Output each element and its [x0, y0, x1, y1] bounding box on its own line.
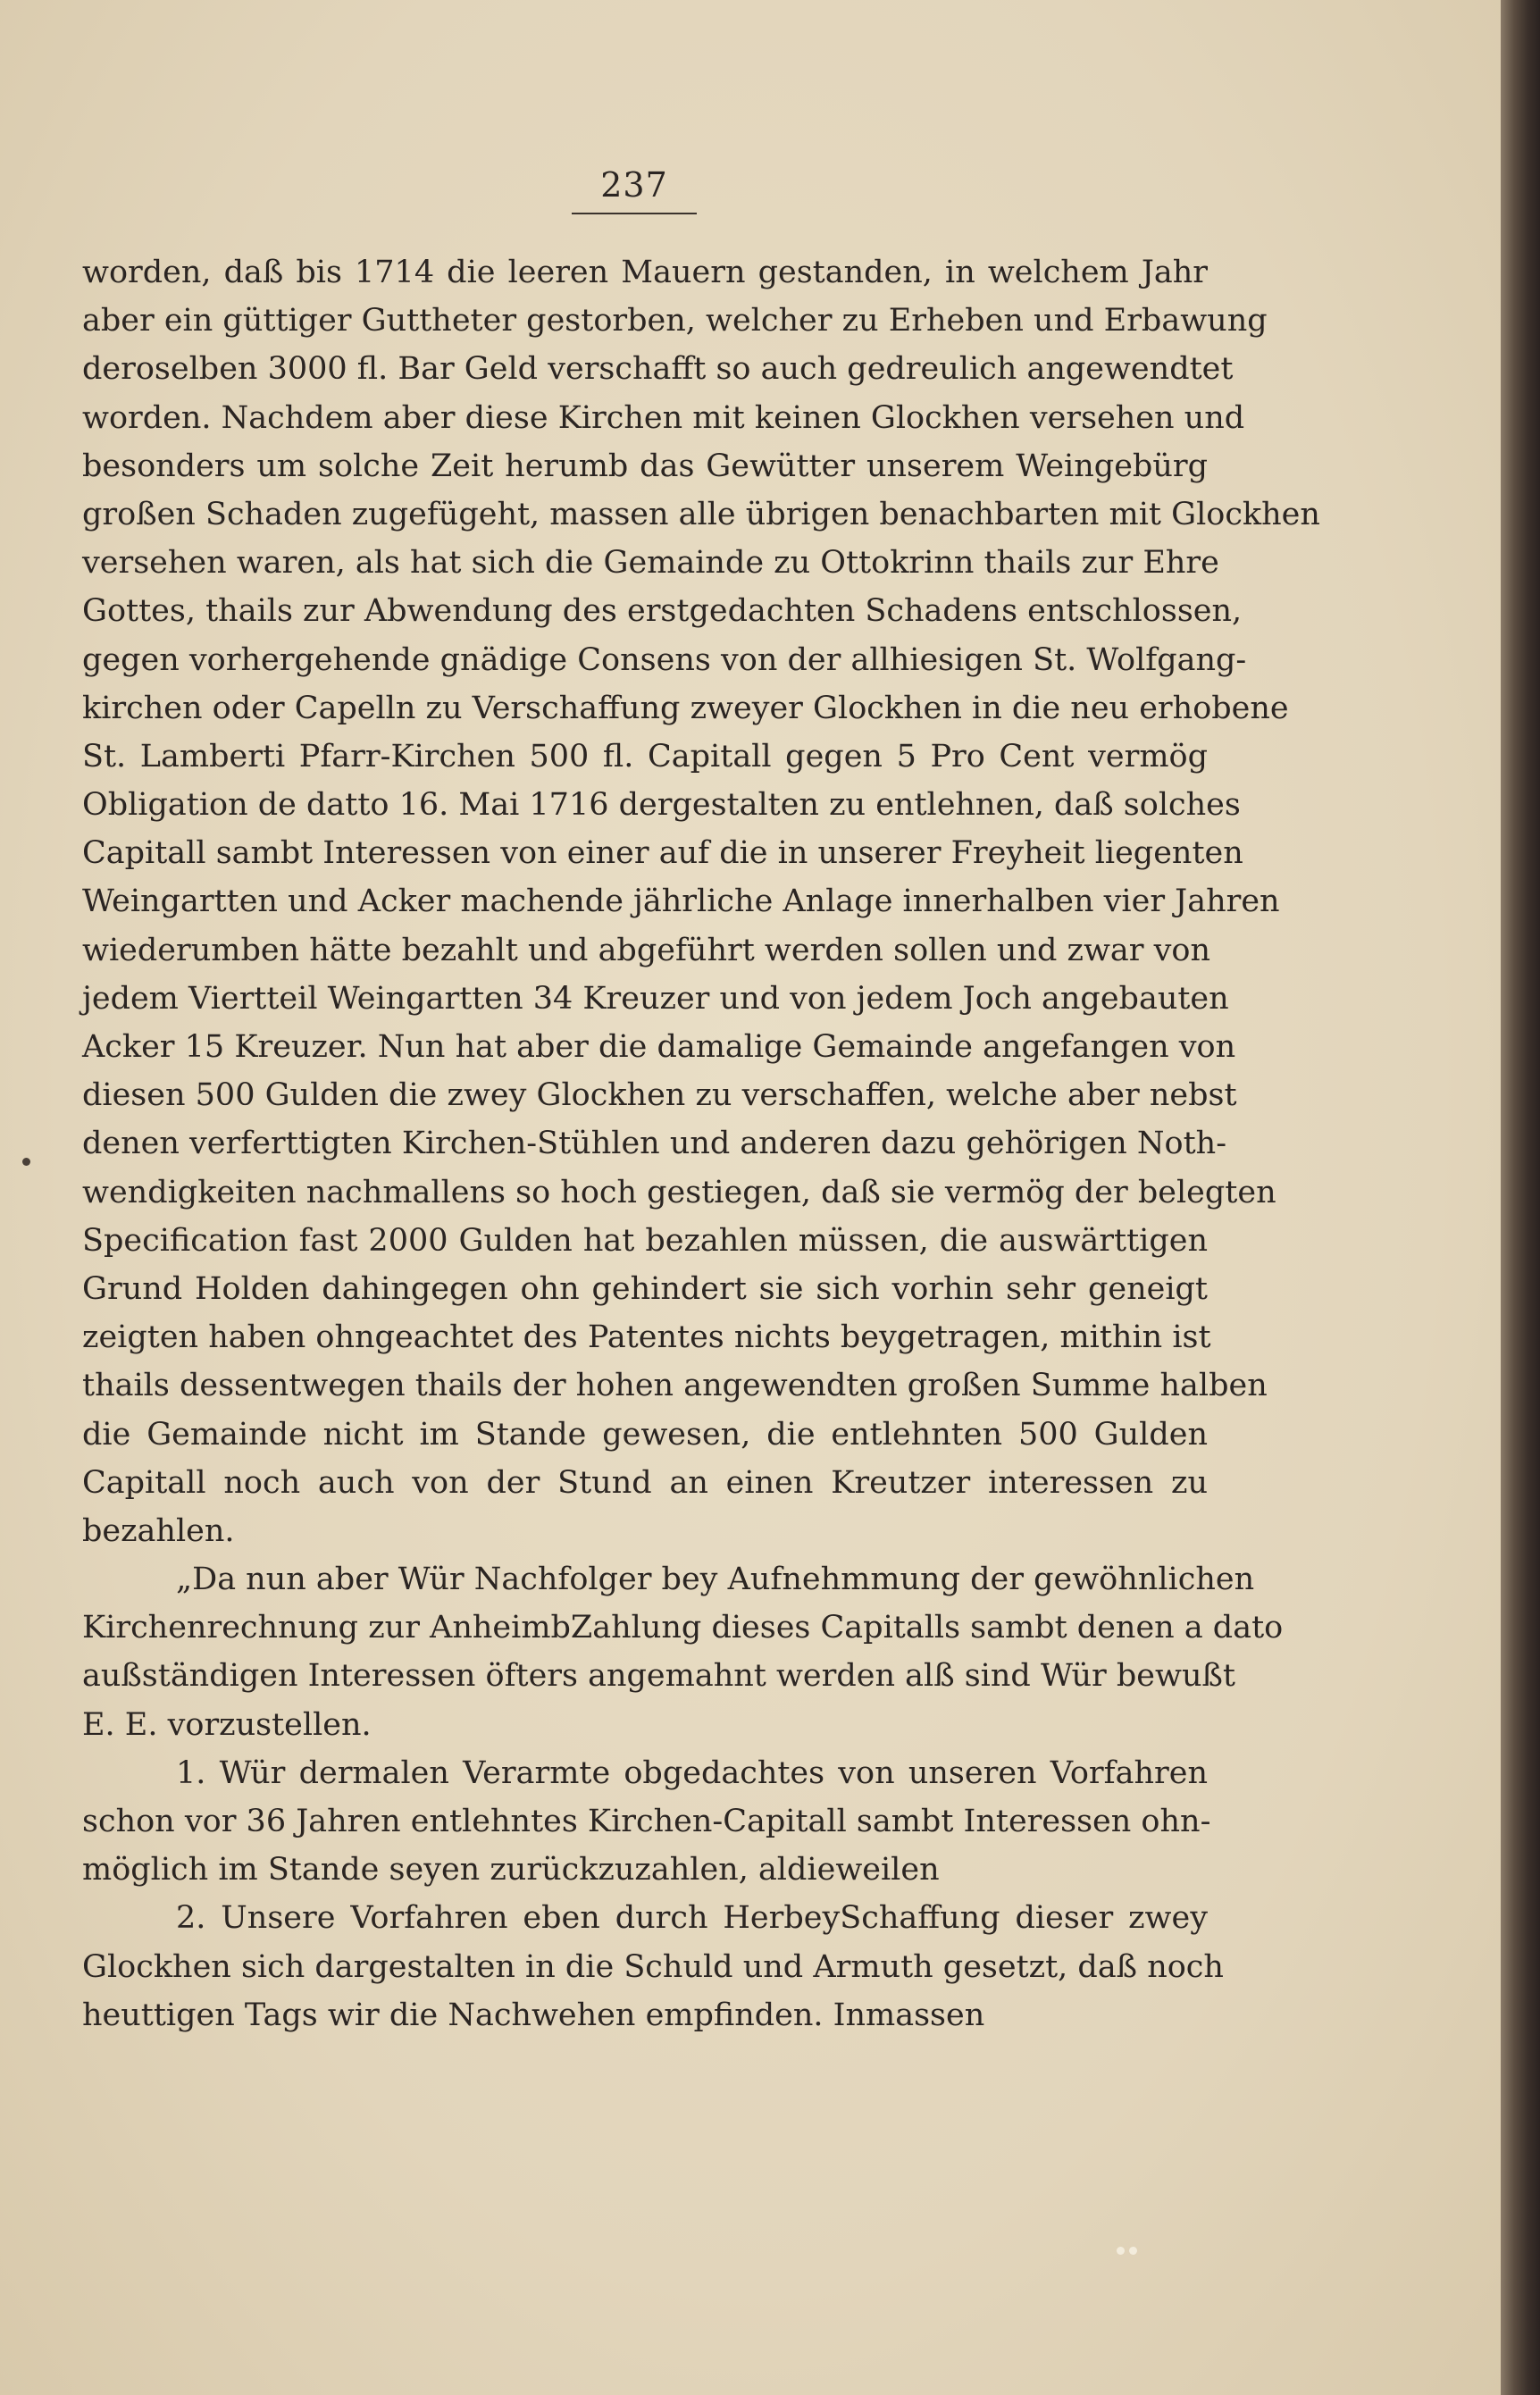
- text-line: außständigen Interessen öfters angemahnt werden alß sind Wür bewußt: [82, 1658, 1235, 1695]
- text-line: St. Lamberti Pfarr-Kirchen 500 fl. Capitall gegen 5 Pro Cent vermög: [82, 738, 1208, 775]
- text-line: kirchen oder Capelln zu Verschaffung zweyer Glockhen in die neu erhobene: [82, 690, 1289, 726]
- body-text: [82, 248, 1320, 2039]
- text-line: besonders um solche Zeit herumb das Gewütter unserem Weingebürg: [82, 448, 1208, 484]
- paper-specks: [1117, 2247, 1152, 2256]
- text-line: Grund Holden dahingegen ohn gehindert sie sich vorhin sehr geneigt: [82, 1270, 1208, 1307]
- paper-speck: [1129, 2247, 1137, 2255]
- text-line: Specification fast 2000 Gulden hat bezahlen müssen, die auswärttigen: [82, 1222, 1208, 1259]
- text-line: wendigkeiten nachmallens so hoch gestiegen, daß sie vermög der belegten: [82, 1174, 1276, 1210]
- text-line: E. E. vorzustellen.: [82, 1706, 372, 1743]
- margin-dot: [22, 1158, 30, 1166]
- text-line: 2. Unsere Vorfahren eben durch HerbeySchaffung dieser zwey: [176, 1900, 1208, 1937]
- text-line: Glockhen sich dargestalten in die Schuld und Armuth gesetzt, daß noch: [82, 1948, 1224, 1985]
- text-line: schon vor 36 Jahren entlehntes Kirchen-Capitall sambt Interessen ohn-: [82, 1804, 1211, 1839]
- text-line: worden. Nachdem aber diese Kirchen mit keinen Glockhen versehen und: [82, 399, 1245, 436]
- text-line: Kirchenrechnung zur AnheimbZahlung dieses Capitalls sambt denen a dato: [82, 1610, 1284, 1646]
- book-page-edge: [1501, 0, 1540, 2395]
- text-line: heuttigen Tags wir die Nachwehen empfinden. Inmassen: [82, 1997, 985, 2033]
- text-line: „Da nun aber Wür Nachfolger bey Aufnehmmung der gewöhnlichen: [176, 1562, 1255, 1598]
- text-line: gegen vorhergehende gnädige Consens von der allhiesigen St. Wolfgang-: [82, 641, 1247, 678]
- text-line: wiederumben hätte bezahlt und abgeführt werden sollen und zwar von: [82, 932, 1211, 968]
- text-line: thails dessentwegen thails der hohen angewendten großen Summe halben: [82, 1368, 1268, 1404]
- text-line: Weingartten und Acker machende jährliche Anlage innerhalben vier Jahren: [82, 883, 1280, 920]
- text-line: 1. Wür dermalen Verarmte obgedachtes von unseren Vorfahren: [176, 1754, 1208, 1791]
- text-line: Acker 15 Kreuzer. Nun hat aber die damalige Gemainde angefangen von: [82, 1029, 1236, 1065]
- text-line: zeigten haben ohngeachtet des Patentes nichts beygetragen, mithin ist: [82, 1319, 1211, 1356]
- text-line: Gottes, thails zur Abwendung des erstgedachten Schadens entschlossen,: [82, 593, 1243, 630]
- text-line: jedem Viertteil Weingartten 34 Kreuzer und von jedem Joch angebauten: [82, 980, 1229, 1017]
- text-line: großen Schaden zugefügeht, massen alle übrigen benachbarten mit Glockhen: [82, 496, 1320, 532]
- text-line: Capitall noch auch von der Stund an einen Kreutzer interessen zu: [82, 1464, 1208, 1501]
- text-line: aber ein güttiger Guttheter gestorben, welcher zu Erheben und Erbawung: [82, 303, 1268, 339]
- text-line: die Gemainde nicht im Stande gewesen, die entlehnten 500 Gulden: [82, 1416, 1208, 1453]
- text-line: bezahlen.: [82, 1512, 235, 1549]
- text-line: diesen 500 Gulden die zwey Glockhen zu verschaffen, welche aber nebst: [82, 1077, 1237, 1114]
- text-line: versehen waren, als hat sich die Gemainde zu Ottokrinn thails zur Ehre: [82, 545, 1219, 582]
- page-number-rule: [572, 213, 697, 214]
- text-line: worden, daß bis 1714 die leeren Mauern gestanden, in welchem Jahr: [82, 255, 1208, 290]
- page-number: 237: [600, 165, 668, 205]
- text-line: möglich im Stande seyen zurückzuzahlen, aldieweilen: [82, 1852, 940, 1888]
- text-line: Obligation de datto 16. Mai 1716 dergestalten zu entlehnen, daß solches: [82, 787, 1241, 824]
- paper-speck: [1117, 2247, 1125, 2255]
- text-line: Capitall sambt Interessen von einer auf die in unserer Freyheit liegenten: [82, 835, 1243, 872]
- text-line: deroselben 3000 fl. Bar Geld verschafft so auch gedreulich angewendtet: [82, 351, 1234, 388]
- text-line: denen verferttigten Kirchen-Stühlen und anderen dazu gehörigen Noth-: [82, 1126, 1227, 1162]
